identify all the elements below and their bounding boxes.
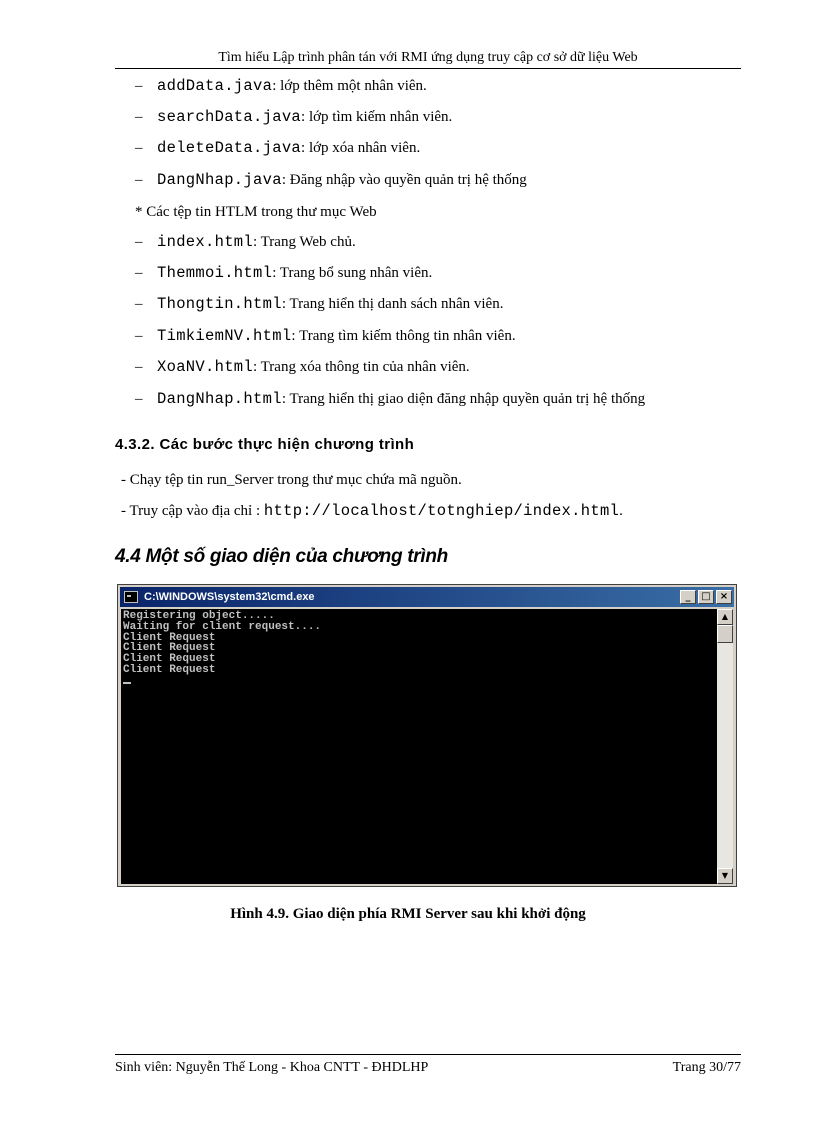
- html-section-label: * Các tệp tin HTLM trong thư mục Web: [135, 204, 377, 220]
- section-heading-432: 4.3.2. Các bước thực hiện chương trình: [115, 436, 415, 453]
- file-desc: : Trang hiển thị danh sách nhân viên.: [281, 296, 504, 312]
- list-dash: –: [135, 328, 143, 344]
- console-icon: [124, 591, 138, 603]
- file-name: TimkiemNV.html: [157, 327, 292, 345]
- file-desc: : Đăng nhập vào quyền quản trị hệ thống: [281, 172, 527, 188]
- list-dash: –: [135, 172, 143, 188]
- console-output[interactable]: [121, 609, 719, 884]
- list-item: [115, 261, 432, 285]
- console-line: Registering object.....: [123, 610, 275, 622]
- list-item: [115, 387, 645, 411]
- list-item: [115, 136, 420, 160]
- file-desc: : lớp tìm kiếm nhân viên.: [301, 109, 453, 125]
- file-desc: : lớp thêm một nhân viên.: [272, 78, 427, 94]
- list-item: [115, 105, 452, 129]
- step-1: - Chạy tệp tin run_Server trong thư mục chứa mã nguồn.: [121, 472, 462, 488]
- list-dash: –: [135, 391, 143, 407]
- step-2-suffix: .: [619, 503, 623, 519]
- console-scrollbar[interactable]: [717, 609, 733, 884]
- list-dash: –: [135, 140, 143, 156]
- scroll-down-button[interactable]: ▼: [717, 868, 733, 884]
- list-item: [115, 355, 470, 379]
- list-item: [115, 324, 516, 348]
- page-footer: [115, 1054, 741, 1078]
- list-item: [115, 230, 356, 254]
- file-name: deleteData.java: [157, 139, 302, 157]
- footer-page-number: Trang 30/77: [672, 1060, 741, 1075]
- console-line: Client Request: [123, 653, 216, 666]
- console-window: [117, 584, 737, 887]
- console-line: Client Request: [123, 642, 216, 655]
- list-dash: –: [135, 109, 143, 125]
- console-cursor: [123, 682, 131, 684]
- file-name: Themmoi.html: [157, 264, 273, 282]
- list-item: [115, 292, 503, 316]
- step-2-prefix: - Truy cập vào địa chỉ :: [121, 503, 264, 519]
- step-2-url: http://localhost/totnghiep/index.html: [263, 502, 620, 520]
- list-dash: –: [135, 234, 143, 250]
- file-name: XoaNV.html: [157, 358, 254, 376]
- console-title: C:\WINDOWS\system32\cmd.exe: [144, 591, 315, 603]
- file-name: DangNhap.html: [157, 390, 282, 408]
- file-name: DangNhap.java: [157, 171, 282, 189]
- maximize-button[interactable]: □: [698, 590, 714, 604]
- file-desc: : Trang xóa thông tin của nhân viên.: [253, 359, 470, 375]
- console-line: Client Request: [123, 631, 216, 644]
- minimize-button[interactable]: _: [680, 590, 696, 604]
- list-dash: –: [135, 78, 143, 94]
- file-name: addData.java: [157, 77, 273, 95]
- step-2: [115, 499, 623, 523]
- scroll-thumb[interactable]: [717, 625, 733, 643]
- console-text: [121, 609, 719, 684]
- figure-caption: Hình 4.9. Giao diện phía RMI Server sau khi khởi động: [230, 906, 586, 922]
- file-name: searchData.java: [157, 108, 302, 126]
- console-line: Client Request: [123, 663, 216, 676]
- file-desc: : Trang bổ sung nhân viên.: [272, 265, 433, 281]
- console-titlebar[interactable]: [120, 587, 734, 607]
- window-controls: [680, 590, 732, 604]
- list-dash: –: [135, 296, 143, 312]
- list-item: [115, 168, 527, 192]
- list-dash: –: [135, 265, 143, 281]
- list-dash: –: [135, 359, 143, 375]
- file-name: index.html: [157, 233, 254, 251]
- console-line: Waiting for client request....: [123, 620, 322, 633]
- file-desc: : Trang Web chủ.: [253, 234, 356, 250]
- file-desc: : Trang tìm kiếm thông tin nhân viên.: [291, 328, 516, 344]
- file-desc: : lớp xóa nhân viên.: [301, 140, 421, 156]
- section-heading-44: 4.4 Một số giao diện của chương trình: [115, 546, 448, 567]
- header-title: Tìm hiểu Lập trình phân tán với RMI ứng dụng truy cập cơ sở dữ liệu Web: [218, 50, 638, 65]
- list-item: [115, 74, 427, 98]
- page-header: [115, 48, 741, 69]
- close-button[interactable]: ×: [716, 590, 732, 604]
- footer-author: Sinh viên: Nguyễn Thế Long - Khoa CNTT - ĐHDLHP: [115, 1060, 429, 1075]
- file-name: Thongtin.html: [157, 295, 282, 313]
- scroll-up-button[interactable]: ▲: [717, 609, 733, 625]
- file-desc: : Trang hiển thị giao diện đăng nhập quyền quản trị hệ thống: [281, 391, 646, 407]
